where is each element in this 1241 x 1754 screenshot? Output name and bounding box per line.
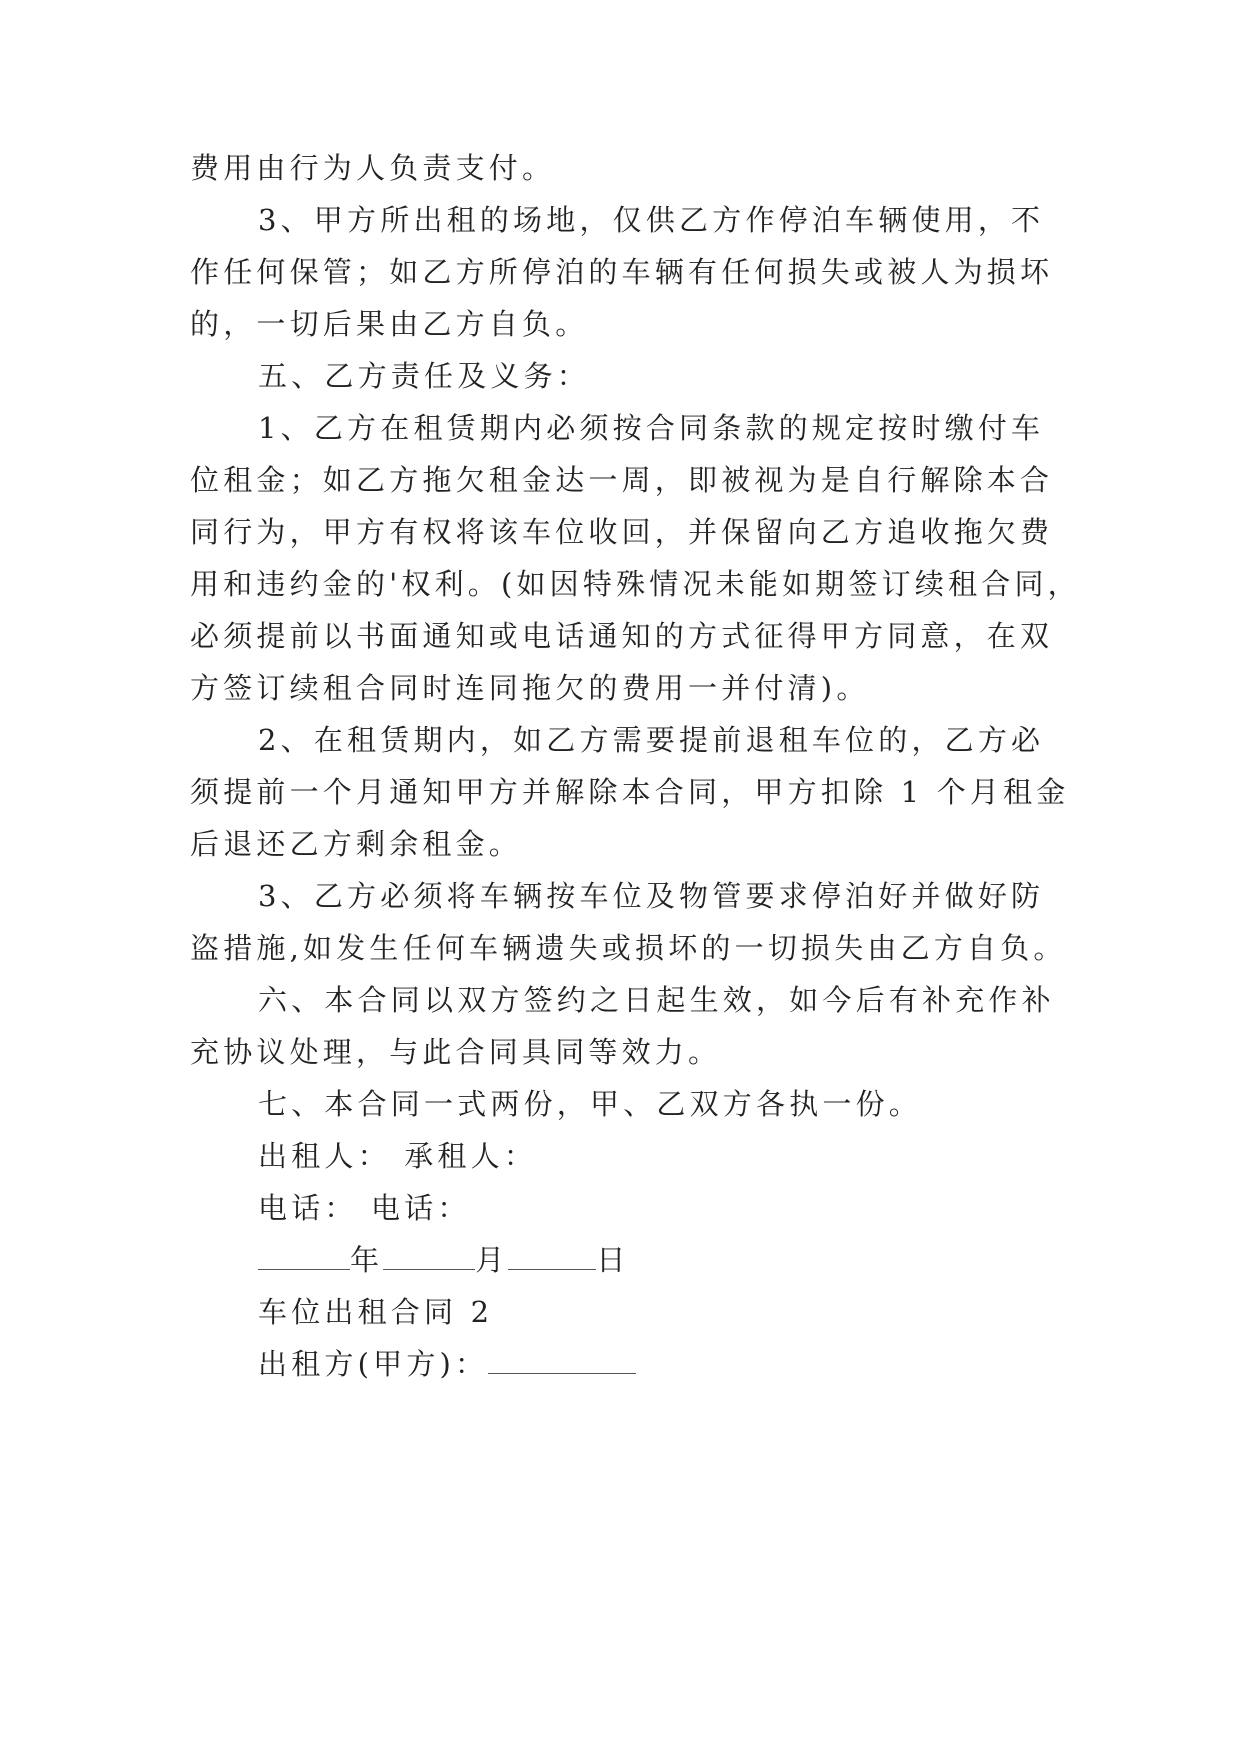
text-line: 方签订续租合同时连同拖欠的费用一并付清)。 — [190, 671, 870, 705]
text-line: 费用由行为人负责支付。 — [190, 151, 556, 185]
text-line: 须提前一个月通知甲方并解除本合同，甲方扣除 1 个月租金 — [190, 775, 1070, 809]
text-line: 位租金；如乙方拖欠租金达一周，即被视为是自行解除本合 — [190, 463, 1054, 497]
text-line: 3、乙方必须将车辆按车位及物管要求停泊好并做好防 — [258, 879, 1045, 913]
lessor-line — [258, 1344, 1138, 1384]
text-line: 用和违约金的'权利。(如因特殊情况未能如期签订续租合同， — [190, 567, 1081, 601]
text-line: 作任何保管；如乙方所停泊的车辆有任何损失或被人为损坏 — [190, 255, 1054, 289]
text-line: 1、乙方在租赁期内必须按合同条款的规定按时缴付车 — [258, 411, 1045, 445]
section-heading: 五、乙方责任及义务： — [258, 359, 591, 393]
text-line: 充协议处理，与此合同具同等效力。 — [190, 1035, 722, 1069]
text-line: 盗措施,如发生任何车辆遗失或损坏的一切损失由乙方自负。 — [190, 931, 1067, 965]
text-line: 同行为，甲方有权将该车位收回，并保留向乙方追收拖欠费 — [190, 515, 1054, 549]
year-label: 年 — [350, 1243, 384, 1277]
day-label: 日 — [596, 1243, 630, 1277]
date-line — [258, 1240, 1138, 1280]
text-line: 的，一切后果由乙方自负。 — [190, 307, 589, 341]
phone-line: 电话： 电话： — [258, 1191, 471, 1225]
text-line: 3、甲方所出租的场地，仅供乙方作停泊车辆使用，不 — [258, 203, 1045, 237]
text-line: 七、本合同一式两份，甲、乙双方各执一份。 — [258, 1087, 923, 1121]
year-blank — [258, 1241, 350, 1270]
text-line: 必须提前以书面通知或电话通知的方式征得甲方同意，在双 — [190, 619, 1054, 653]
text-line: 六、本合同以双方签约之日起生效，如今后有补充作补 — [258, 983, 1055, 1017]
month-label: 月 — [475, 1243, 509, 1277]
contract-title: 车位出租合同 2 — [258, 1295, 494, 1329]
lessor-blank — [488, 1345, 636, 1374]
lessor-label: 出租方(甲方)： — [258, 1347, 489, 1381]
day-blank — [508, 1241, 596, 1270]
month-blank — [383, 1241, 475, 1270]
text-line: 2、在租赁期内，如乙方需要提前退租车位的，乙方必 — [258, 723, 1045, 757]
signature-line: 出租人： 承租人： — [258, 1139, 538, 1173]
text-line: 后退还乙方剩余租金。 — [190, 827, 523, 861]
